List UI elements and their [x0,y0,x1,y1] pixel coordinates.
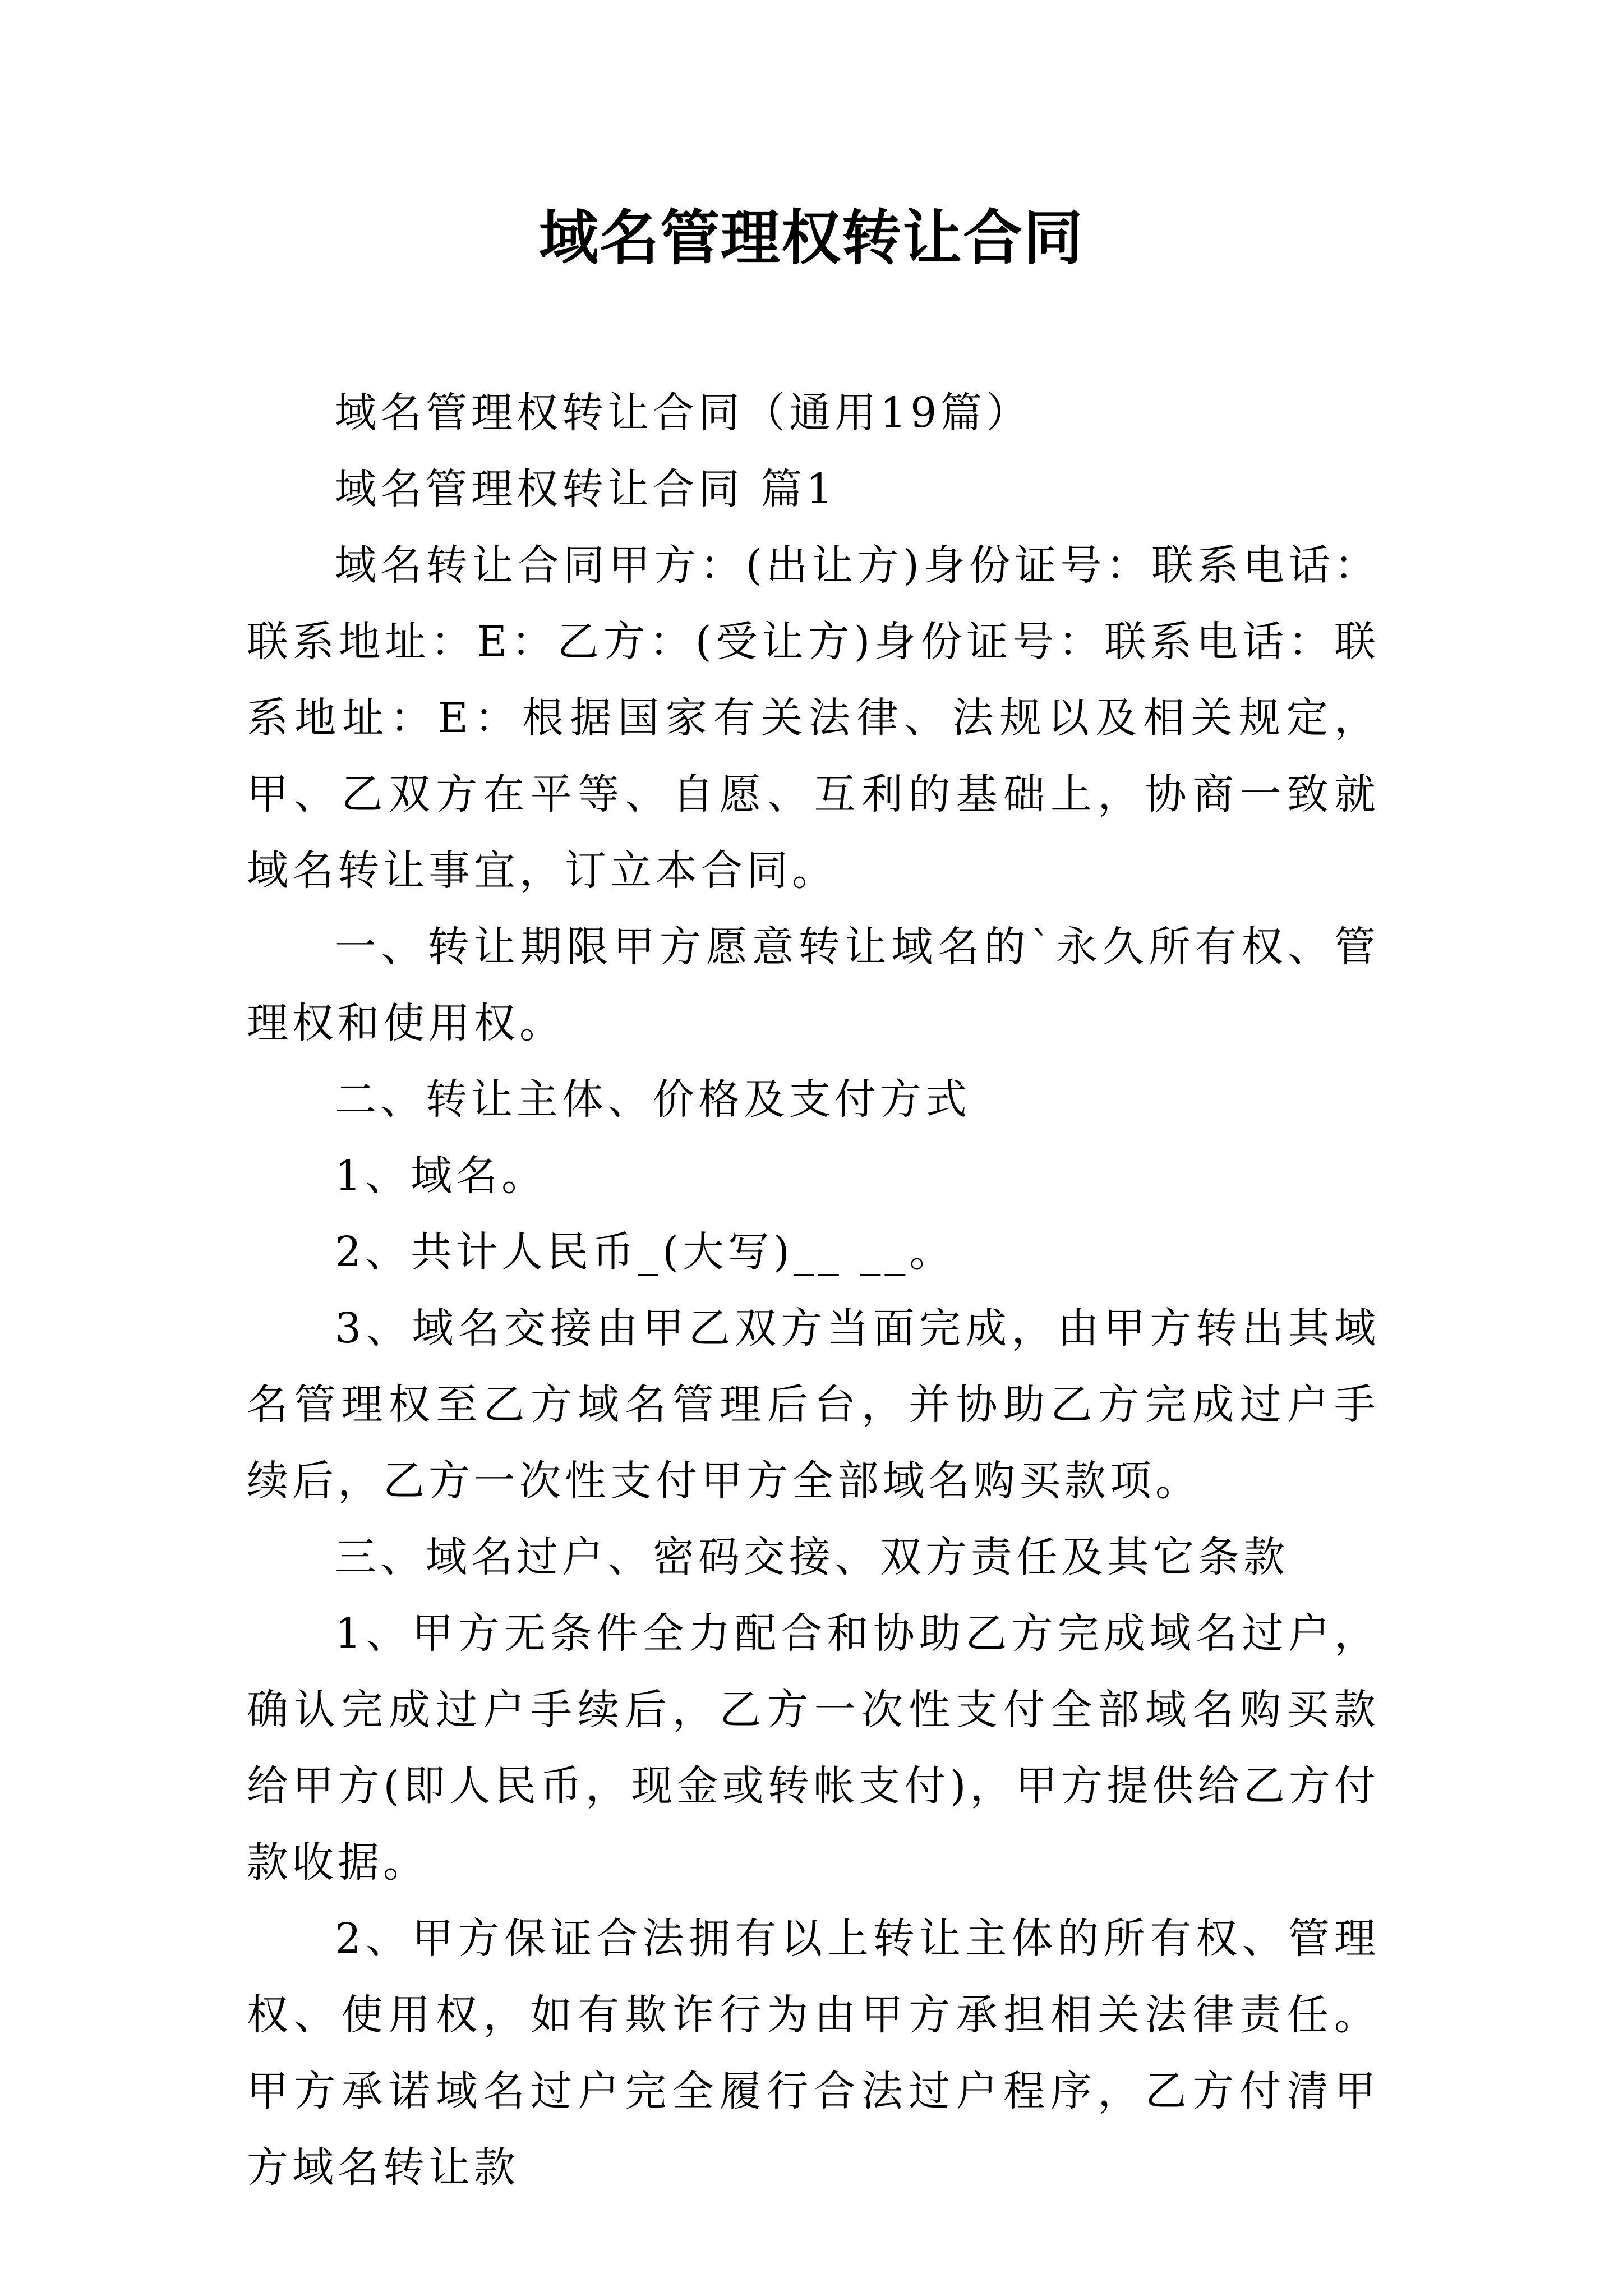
paragraph-parties: 域名转让合同甲方：(出让方)身份证号：联系电话：联系地址：E：乙方：(受让方)身份证号：联系电话：联系地址：E：根据国家有关法律、法规以及相关规定，甲、乙双方在平等、自愿、互利的基础上，协商一致就域名转让事宜，订立本合同。 [247,541,1380,895]
paragraph-clause-1: 1、甲方无条件全力配合和协助乙方完成域名过户，确认完成过户手续后，乙方一次性支付全部域名购买款给甲方(即人民币，现金或转帐支付)，甲方提供给乙方付款收据。 [247,1609,1380,1887]
document-body [247,375,1380,2206]
paragraph-transfer-heading: 三、域名过户、密码交接、双方责任及其它条款 [335,1533,1289,1581]
paragraph-item-domain: 1、域名。 [335,1152,547,1200]
paragraph-subtitle: 域名管理权转让合同（通用19篇） [335,389,1032,437]
paragraph-item-price: 2、共计人民币_(大写)__ __。 [335,1228,955,1276]
paragraph-term: 一、转让期限甲方愿意转让域名的`永久所有权、管理权和使用权。 [247,923,1380,1047]
document-title: 域名管理权转让合同 [539,204,1084,273]
paragraph-subject-heading: 二、转让主体、价格及支付方式 [335,1075,971,1124]
paragraph-section-heading: 域名管理权转让合同 篇1 [335,465,837,513]
paragraph-clause-2: 2、甲方保证合法拥有以上转让主体的所有权、管理权、使用权，如有欺诈行为由甲方承担相关法律责任。甲方承诺域名过户完全履行合法过户程序，乙方付清甲方域名转让款 [247,1915,1380,2192]
paragraph-item-handover: 3、域名交接由甲乙双方当面完成，由甲方转出其域名管理权至乙方域名管理后台，并协助乙方完成过户手续后，乙方一次性支付甲方全部域名购买款项。 [247,1304,1380,1505]
